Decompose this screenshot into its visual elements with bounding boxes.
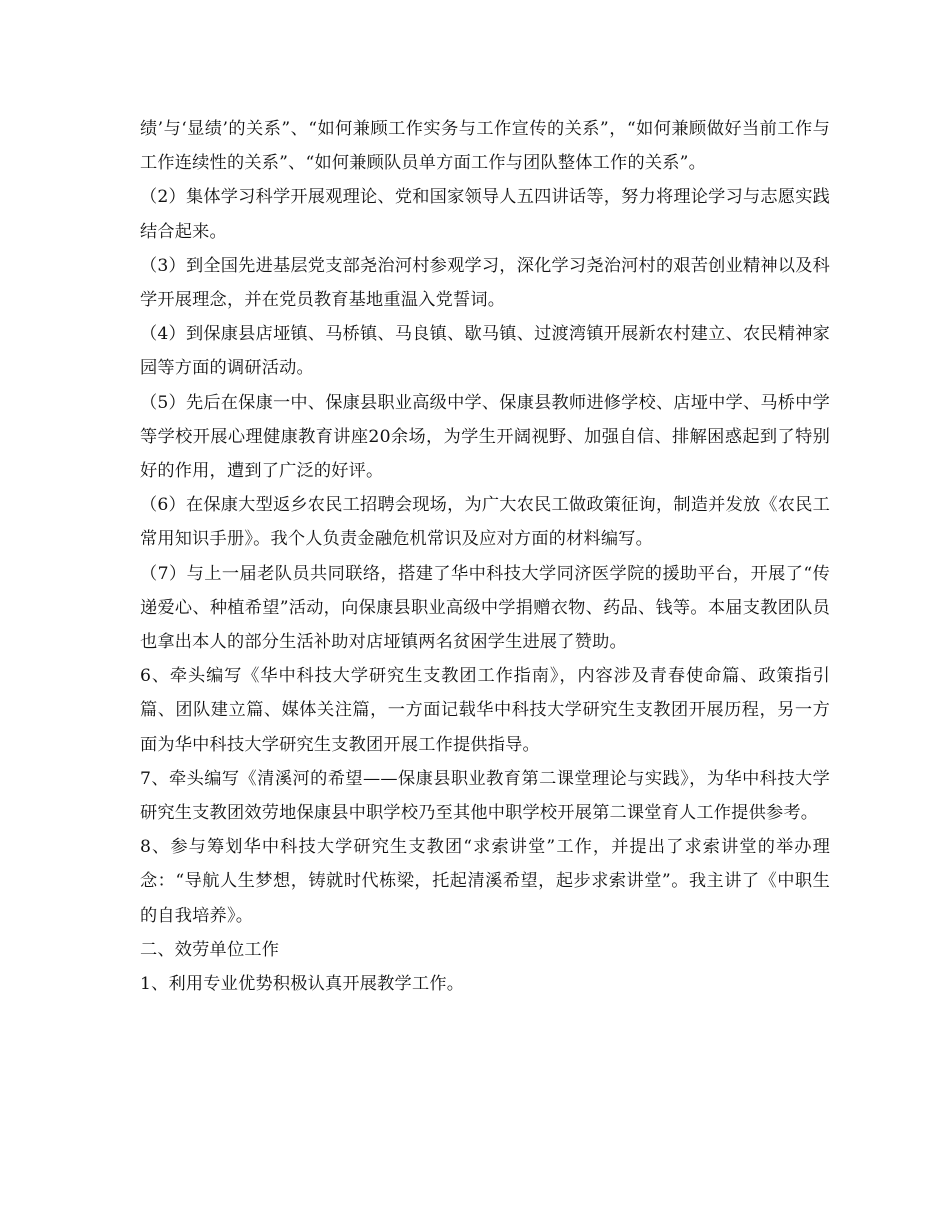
paragraph-point-8: 8、参与筹划华中科技大学研究生支教团“求索讲堂”工作，并提出了求索讲堂的举办理念：“导航人生梦想，铸就时代栋梁，托起清溪希望，起步求索讲堂”。我主讲了《中职生的自我培养》。 [140,837,830,926]
paragraph-point-6: 6、牵头编写《华中科技大学研究生支教团工作指南》，内容涉及青春使命篇、政策指引篇、团队建立篇、媒体关注篇，一方面记载华中科技大学研究生支教团开展历程，另一方面为华中科技大学研究生支教团开展工作提供指导。 [140,666,830,755]
paragraph-continuation: 绩’与‘显绩’的关系”、“如何兼顾工作实务与工作宣传的关系”，“如何兼顾做好当前工作与工作连续性的关系”、“如何兼顾队员单方面工作与团队整体工作的关系”。 [140,119,830,174]
paragraph-point-1: 1、利用专业优势积极认真开展教学工作。 [140,974,465,995]
paragraph-item-2: （2）集体学习科学开展观理论、党和国家领导人五四讲话等，努力将理论学习与志愿实践结合起来。 [140,187,830,242]
section-heading: 二、效劳单位工作 [140,939,280,960]
paragraph-item-6: （6）在保康大型返乡农民工招聘会现场，为广大农民工做政策征询，制造并发放《农民工常用知识手册》。我个人负责金融危机常识及应对方面的材料编写。 [140,495,830,550]
paragraph-point-7: 7、牵头编写《清溪河的希望——保康县职业教育第二课堂理论与实践》，为华中科技大学研究生支教团效劳地保康县中职学校乃至其他中职学校开展第二课堂育人工作提供参考。 [140,768,830,824]
paragraph-item-3: （3）到全国先进基层党支部尧治河村参观学习，深化学习尧治河村的艰苦创业精神以及科学开展理念，并在党员教育基地重温入党誓词。 [140,255,830,311]
document-body [140,112,830,1001]
paragraph-item-4: （4）到保康县店垭镇、马桥镇、马良镇、歇马镇、过渡湾镇开展新农村建立、农民精神家园等方面的调研活动。 [140,324,830,379]
paragraph-item-5: （5）先后在保康一中、保康县职业高级中学、保康县教师进修学校、店垭中学、马桥中学等学校开展心理健康教育讲座20余场，为学生开阔视野、加强自信、排解困惑起到了特别好的作用，遭到了广泛的好评。 [140,392,830,482]
paragraph-item-7: （7）与上一届老队员共同联络，搭建了华中科技大学同济医学院的援助平台，开展了“传递爱心、种植希望”活动，向保康县职业高级中学捐赠衣物、药品、钱等。本届支教团队员也拿出本人的部分生活补助对店垭镇两名贫困学生进展了赞助。 [140,563,830,653]
